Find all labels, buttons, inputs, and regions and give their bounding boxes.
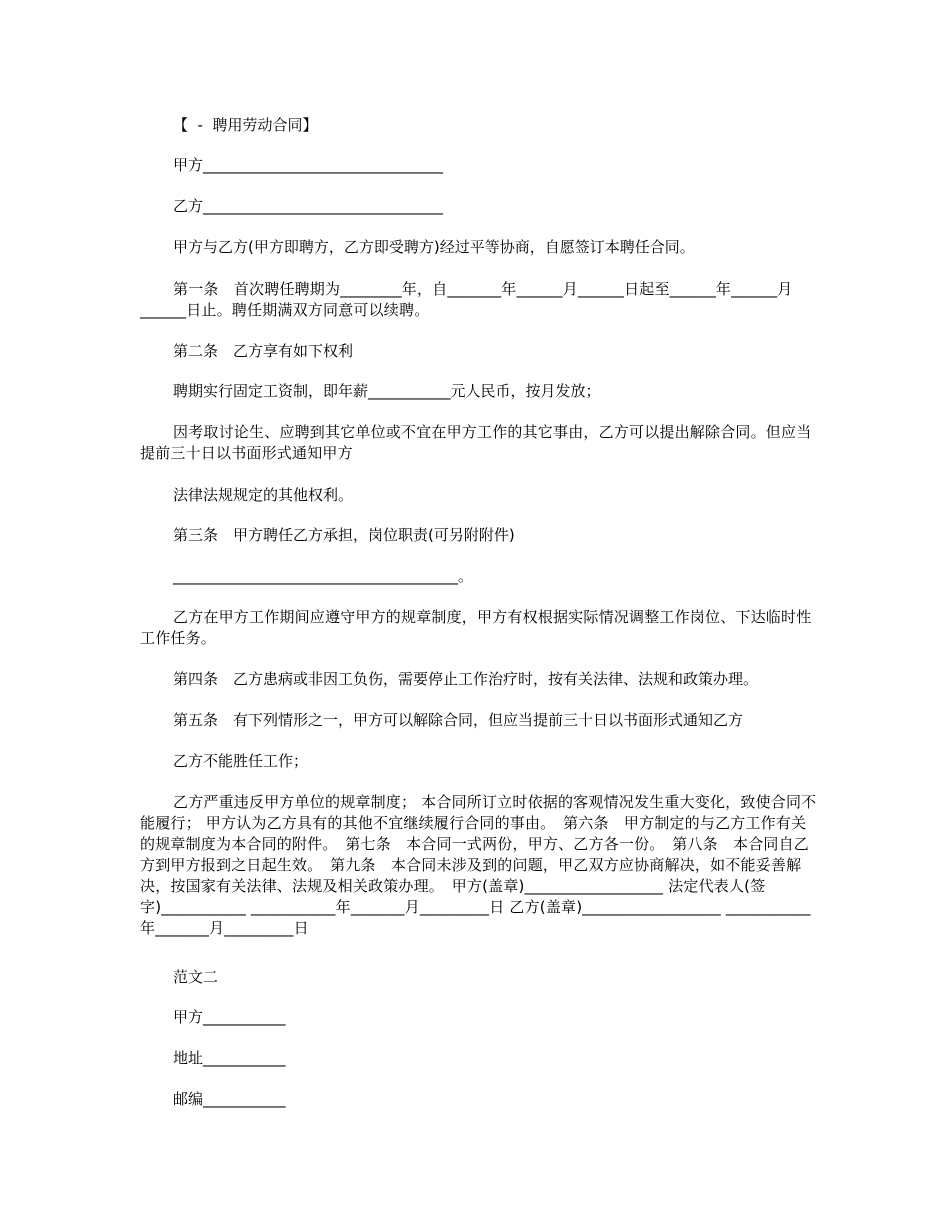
sample-2-heading: 范文二 xyxy=(173,968,219,986)
sample-2-party-a: 甲方___________ xyxy=(173,1008,286,1026)
contract-title: 【 - 聘用劳动合同】 xyxy=(173,116,318,134)
article-3: 第三条 甲方聘任乙方承担，岗位职责(可另附附件) xyxy=(173,526,515,544)
party-a-line: 甲方________________________________ xyxy=(173,156,444,174)
intro-paragraph: 甲方与乙方(甲方即聘方，乙方即受聘方)经过平等协商，自愿签订本聘任合同。 xyxy=(173,238,695,256)
article-5: 第五条 有下列情形之一，甲方可以解除合同，但应当提前三十日以书面形式通知乙方 xyxy=(173,711,744,729)
article-1: 第一条 首次聘任聘期为________年，自_______年______月______日起至______年______月______日止。聘任期满双方同意可以续聘。 xyxy=(140,280,793,319)
duty-blank-line: ______________________________________。 xyxy=(173,567,474,585)
case-incompetent: 乙方不能胜任工作； xyxy=(173,752,309,770)
right-salary: 聘期实行固定工资制，即年薪___________元人民币，按月发放； xyxy=(173,382,601,400)
right-other: 法律法规规定的其他权利。 xyxy=(173,486,354,504)
right-terminate: 因考取讨论生、应聘到其它单位或不宜在甲方工作的其它事由，乙方可以提出解除合同。但应当提前三十日以书面形式通知甲方 xyxy=(140,423,812,462)
sample-2-address: 地址___________ xyxy=(173,1049,286,1067)
article-2: 第二条 乙方享有如下权利 xyxy=(173,342,354,360)
party-b-line: 乙方________________________________ xyxy=(173,197,444,215)
sample-2-postcode: 邮编___________ xyxy=(173,1090,286,1108)
articles-6-9-signature: 乙方严重违反甲方单位的规章制度； 本合同所订立时依据的客观情况发生重大变化，致使合同不能履行； 甲方认为乙方具有的其他不宜继续履行合同的事由。 第六条 甲方制定的与乙方工作有关的规章制度为本合同的附件。 第七条 本合同一式两份，甲方、乙方各一份。 第八条 本合同自乙方到甲方报到之日起生效。 第九条 本合同未涉及到的问题，甲乙双方应协商解决，如不能妥善解决，按国家有关法律、法规及相关政策办理。 甲方(盖章)__________________ 法定代表人(签字)___________ ___________年_______月_________日 乙方(盖章)__________________ ___________年_______月_________日 xyxy=(140,793,817,937)
article-4: 第四条 乙方患病或非因工负伤，需要停止工作治疗时，按有关法律、法规和政策办理。 xyxy=(173,670,759,688)
obey-paragraph: 乙方在甲方工作期间应遵守甲方的规章制度，甲方有权根据实际情况调整工作岗位、下达临时性工作任务。 xyxy=(140,608,812,647)
